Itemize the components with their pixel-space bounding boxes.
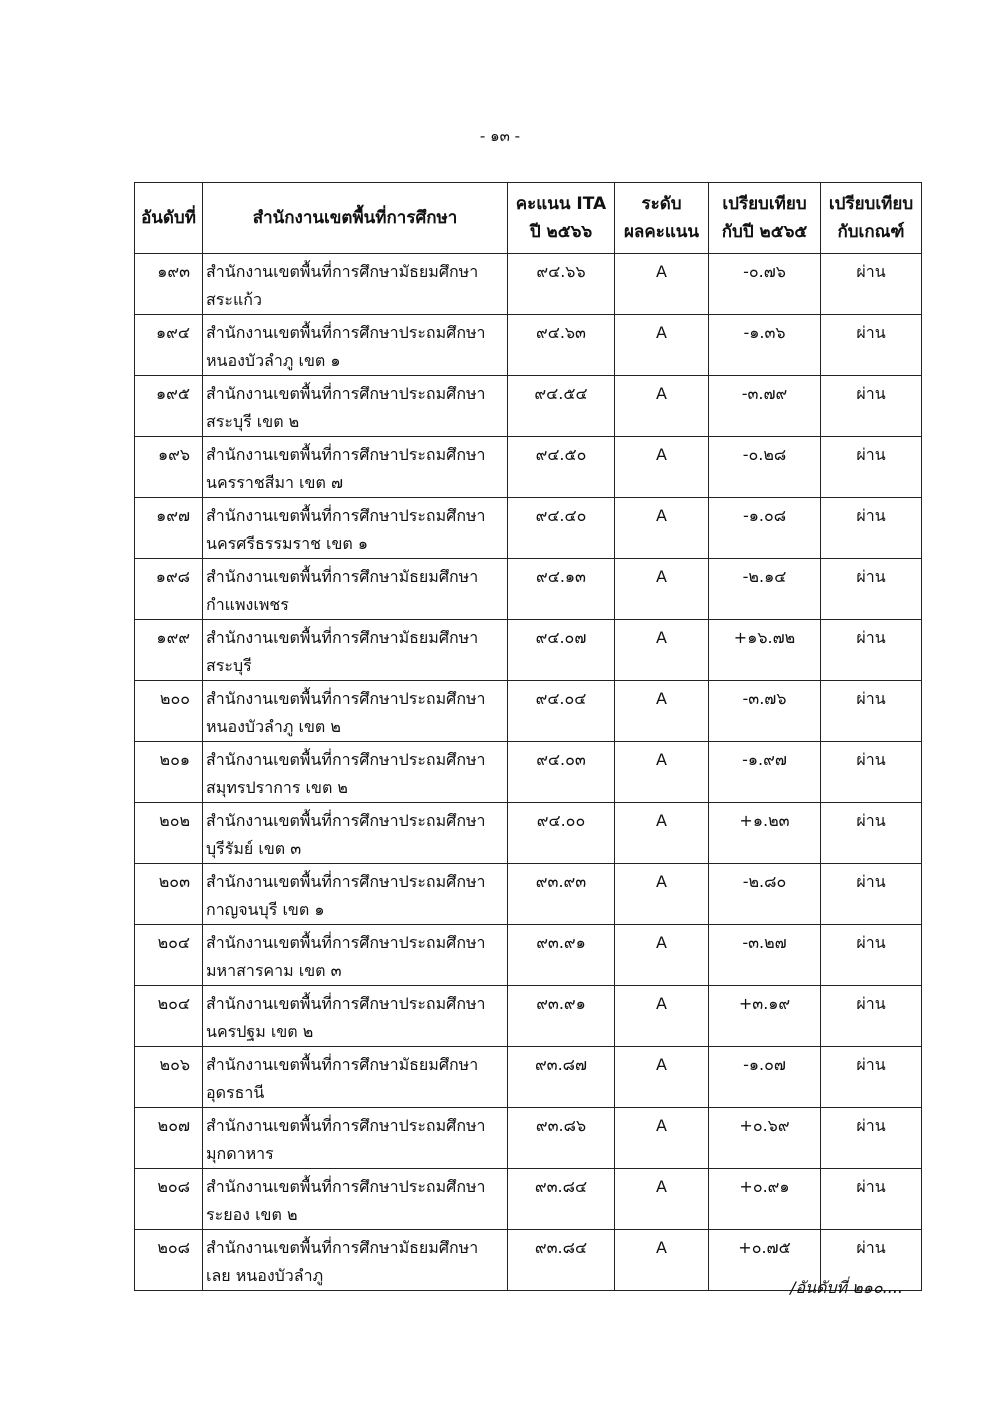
result-cell: ผ่าน <box>821 376 922 437</box>
office-cell <box>203 315 508 376</box>
table-row <box>135 1169 922 1230</box>
office-name-line2: ระยอง เขต ๒ <box>206 1205 298 1224</box>
header-level <box>615 183 709 254</box>
rank-cell: ๑๙๔ <box>135 315 203 376</box>
office-name-line2: เลย หนองบัวลำภู <box>206 1266 324 1285</box>
score-cell: ๙๓.๘๔ <box>508 1230 615 1291</box>
level-cell: A <box>615 925 709 986</box>
rank-cell: ๑๙๙ <box>135 620 203 681</box>
level-cell: A <box>615 1047 709 1108</box>
continuation-note: /อันดับที่ ๒๑๐.... <box>790 1278 903 1297</box>
score-cell: ๙๔.๑๓ <box>508 559 615 620</box>
office-name-line2: กาญจนบุรี เขต ๑ <box>206 900 325 919</box>
header-compare-criteria <box>821 183 922 254</box>
score-cell: ๙๓.๙๓ <box>508 864 615 925</box>
change-cell: -๓.๗๖ <box>709 681 821 742</box>
office-name-line2: มุกดาหาร <box>206 1144 274 1163</box>
office-cell <box>203 803 508 864</box>
rank-cell: ๒๐๔ <box>135 925 203 986</box>
level-cell: A <box>615 742 709 803</box>
level-cell: A <box>615 681 709 742</box>
result-cell: ผ่าน <box>821 681 922 742</box>
score-cell: ๙๔.๐๗ <box>508 620 615 681</box>
header-rank <box>135 183 203 254</box>
office-name-line2: อุดรธานี <box>206 1083 265 1102</box>
rank-cell: ๑๙๕ <box>135 376 203 437</box>
rank-cell: ๒๐๐ <box>135 681 203 742</box>
score-cell: ๙๓.๘๔ <box>508 1169 615 1230</box>
result-cell: ผ่าน <box>821 986 922 1047</box>
office-name-line2: หนองบัวลำภู เขต ๒ <box>206 717 341 736</box>
result-cell: ผ่าน <box>821 1230 922 1291</box>
office-name-line2: นครปฐม เขต ๒ <box>206 1022 314 1041</box>
office-name-line2: บุรีรัมย์ เขต ๓ <box>206 839 302 858</box>
score-cell: ๙๔.๐๔ <box>508 681 615 742</box>
office-cell <box>203 864 508 925</box>
table-row <box>135 437 922 498</box>
score-cell: ๙๔.๖๓ <box>508 315 615 376</box>
office-cell <box>203 1108 508 1169</box>
office-name-line1: สำนักงานเขตพื้นที่การศึกษาประถมศึกษา <box>206 1116 486 1135</box>
rank-cell: ๒๐๖ <box>135 1047 203 1108</box>
result-cell: ผ่าน <box>821 1108 922 1169</box>
office-name-line1: สำนักงานเขตพื้นที่การศึกษามัธยมศึกษา <box>206 567 479 586</box>
level-cell: A <box>615 803 709 864</box>
header-compare-year <box>709 183 821 254</box>
office-cell <box>203 742 508 803</box>
office-name-line2: มหาสารคาม เขต ๓ <box>206 961 342 980</box>
table-row <box>135 925 922 986</box>
table-row <box>135 803 922 864</box>
table-row <box>135 1047 922 1108</box>
change-cell: +๐.๖๙ <box>709 1108 821 1169</box>
score-cell: ๙๔.๖๖ <box>508 254 615 315</box>
level-cell: A <box>615 498 709 559</box>
office-name-line2: สระบุรี <box>206 656 252 675</box>
office-name-line2: สระบุรี เขต ๒ <box>206 412 300 431</box>
result-cell: ผ่าน <box>821 315 922 376</box>
result-cell: ผ่าน <box>821 803 922 864</box>
header-compare-criteria-line2: กับเกณฑ์ <box>837 222 905 242</box>
header-compare-year-line2: กับปี ๒๕๖๕ <box>721 222 808 242</box>
header-score-line2: ปี ๒๕๖๖ <box>529 222 593 242</box>
office-cell <box>203 620 508 681</box>
office-name-line2: กำแพงเพชร <box>206 595 289 614</box>
change-cell: -๓.๗๙ <box>709 376 821 437</box>
score-cell: ๙๔.๐๓ <box>508 742 615 803</box>
office-name-line1: สำนักงานเขตพื้นที่การศึกษาประถมศึกษา <box>206 1177 486 1196</box>
table-row <box>135 986 922 1047</box>
result-cell: ผ่าน <box>821 925 922 986</box>
office-cell <box>203 681 508 742</box>
office-name-line2: สมุทรปราการ เขต ๒ <box>206 778 348 797</box>
level-cell: A <box>615 1169 709 1230</box>
header-office-label: สำนักงานเขตพื้นที่การศึกษา <box>252 208 458 228</box>
change-cell: +๑๖.๗๒ <box>709 620 821 681</box>
office-name-line1: สำนักงานเขตพื้นที่การศึกษาประถมศึกษา <box>206 750 486 769</box>
result-cell: ผ่าน <box>821 254 922 315</box>
office-cell <box>203 376 508 437</box>
rank-cell: ๑๙๗ <box>135 498 203 559</box>
header-compare-criteria-line1: เปรียบเทียบ <box>828 194 914 214</box>
office-name-line1: สำนักงานเขตพื้นที่การศึกษามัธยมศึกษา <box>206 1238 479 1257</box>
office-name-line2: นครศรีธรรมราช เขต ๑ <box>206 534 369 553</box>
result-cell: ผ่าน <box>821 559 922 620</box>
office-name-line1: สำนักงานเขตพื้นที่การศึกษาประถมศึกษา <box>206 872 486 891</box>
table-row <box>135 864 922 925</box>
office-cell <box>203 498 508 559</box>
change-cell: +๓.๑๙ <box>709 986 821 1047</box>
level-cell: A <box>615 1108 709 1169</box>
office-cell <box>203 1047 508 1108</box>
rank-cell: ๑๙๖ <box>135 437 203 498</box>
score-cell: ๙๓.๘๖ <box>508 1108 615 1169</box>
table-row <box>135 376 922 437</box>
office-cell <box>203 254 508 315</box>
header-compare-year-line1: เปรียบเทียบ <box>722 194 807 214</box>
level-cell: A <box>615 620 709 681</box>
office-name-line2: สระแก้ว <box>206 290 262 309</box>
score-cell: ๙๓.๙๑ <box>508 925 615 986</box>
office-cell <box>203 1230 508 1291</box>
level-cell: A <box>615 437 709 498</box>
office-name-line2: นครราชสีมา เขต ๗ <box>206 473 343 492</box>
office-name-line1: สำนักงานเขตพื้นที่การศึกษาประถมศึกษา <box>206 506 486 525</box>
change-cell: +๑.๒๓ <box>709 803 821 864</box>
office-cell <box>203 1169 508 1230</box>
result-cell: ผ่าน <box>821 437 922 498</box>
office-name-line1: สำนักงานเขตพื้นที่การศึกษาประถมศึกษา <box>206 994 486 1013</box>
office-cell <box>203 437 508 498</box>
header-office <box>203 183 508 254</box>
result-cell: ผ่าน <box>821 864 922 925</box>
office-name-line2: หนองบัวลำภู เขต ๑ <box>206 351 341 370</box>
rank-cell: ๑๙๘ <box>135 559 203 620</box>
result-cell: ผ่าน <box>821 742 922 803</box>
result-cell: ผ่าน <box>821 1047 922 1108</box>
office-name-line1: สำนักงานเขตพื้นที่การศึกษาประถมศึกษา <box>206 811 486 830</box>
office-name-line1: สำนักงานเขตพื้นที่การศึกษามัธยมศึกษา <box>206 262 479 281</box>
table-row <box>135 1108 922 1169</box>
change-cell: -๐.๗๖ <box>709 254 821 315</box>
change-cell: -๑.๓๖ <box>709 315 821 376</box>
office-name-line1: สำนักงานเขตพื้นที่การศึกษามัธยมศึกษา <box>206 1055 479 1074</box>
result-cell: ผ่าน <box>821 620 922 681</box>
rank-cell: ๒๐๓ <box>135 864 203 925</box>
level-cell: A <box>615 1230 709 1291</box>
level-cell: A <box>615 376 709 437</box>
office-cell <box>203 925 508 986</box>
score-cell: ๙๓.๘๗ <box>508 1047 615 1108</box>
change-cell: +๐.๗๕ <box>709 1230 821 1291</box>
office-name-line1: สำนักงานเขตพื้นที่การศึกษาประถมศึกษา <box>206 323 486 342</box>
office-name-line1: สำนักงานเขตพื้นที่การศึกษาประถมศึกษา <box>206 445 486 464</box>
table-row <box>135 742 922 803</box>
table-header-row <box>135 183 922 254</box>
rank-cell: ๑๙๓ <box>135 254 203 315</box>
score-cell: ๙๔.๕๔ <box>508 376 615 437</box>
change-cell: -๒.๘๐ <box>709 864 821 925</box>
level-cell: A <box>615 864 709 925</box>
office-cell <box>203 559 508 620</box>
table-row <box>135 559 922 620</box>
header-rank-label: อันดับที่ <box>141 208 196 228</box>
header-score <box>508 183 615 254</box>
rank-cell: ๒๐๘ <box>135 1230 203 1291</box>
office-cell <box>203 986 508 1047</box>
ita-ranking-table <box>134 182 922 1291</box>
score-cell: ๙๓.๙๑ <box>508 986 615 1047</box>
level-cell: A <box>615 986 709 1047</box>
rank-cell: ๒๐๒ <box>135 803 203 864</box>
office-name-line1: สำนักงานเขตพื้นที่การศึกษาประถมศึกษา <box>206 933 486 952</box>
header-level-line2: ผลคะแนน <box>623 222 700 242</box>
office-name-line1: สำนักงานเขตพื้นที่การศึกษาประถมศึกษา <box>206 689 486 708</box>
change-cell: -๓.๒๗ <box>709 925 821 986</box>
level-cell: A <box>615 559 709 620</box>
page-number: - ๑๓ - <box>479 127 521 145</box>
table-row <box>135 254 922 315</box>
level-cell: A <box>615 315 709 376</box>
change-cell: -๑.๐๗ <box>709 1047 821 1108</box>
office-name-line1: สำนักงานเขตพื้นที่การศึกษามัธยมศึกษา <box>206 628 479 647</box>
header-level-line1: ระดับ <box>641 194 682 214</box>
header-score-line1: คะแนน ITA <box>515 194 607 214</box>
result-cell: ผ่าน <box>821 1169 922 1230</box>
level-cell: A <box>615 254 709 315</box>
rank-cell: ๒๐๑ <box>135 742 203 803</box>
change-cell: +๐.๙๑ <box>709 1169 821 1230</box>
score-cell: ๙๔.๕๐ <box>508 437 615 498</box>
office-name-line1: สำนักงานเขตพื้นที่การศึกษาประถมศึกษา <box>206 384 486 403</box>
change-cell: -๑.๙๗ <box>709 742 821 803</box>
score-cell: ๙๔.๐๐ <box>508 803 615 864</box>
change-cell: -๑.๐๘ <box>709 498 821 559</box>
change-cell: -๒.๑๔ <box>709 559 821 620</box>
table-row <box>135 315 922 376</box>
change-cell: -๐.๒๘ <box>709 437 821 498</box>
rank-cell: ๒๐๗ <box>135 1108 203 1169</box>
table-row <box>135 620 922 681</box>
table-row <box>135 498 922 559</box>
score-cell: ๙๔.๔๐ <box>508 498 615 559</box>
result-cell: ผ่าน <box>821 498 922 559</box>
rank-cell: ๒๐๘ <box>135 1169 203 1230</box>
table-row <box>135 681 922 742</box>
rank-cell: ๒๐๔ <box>135 986 203 1047</box>
